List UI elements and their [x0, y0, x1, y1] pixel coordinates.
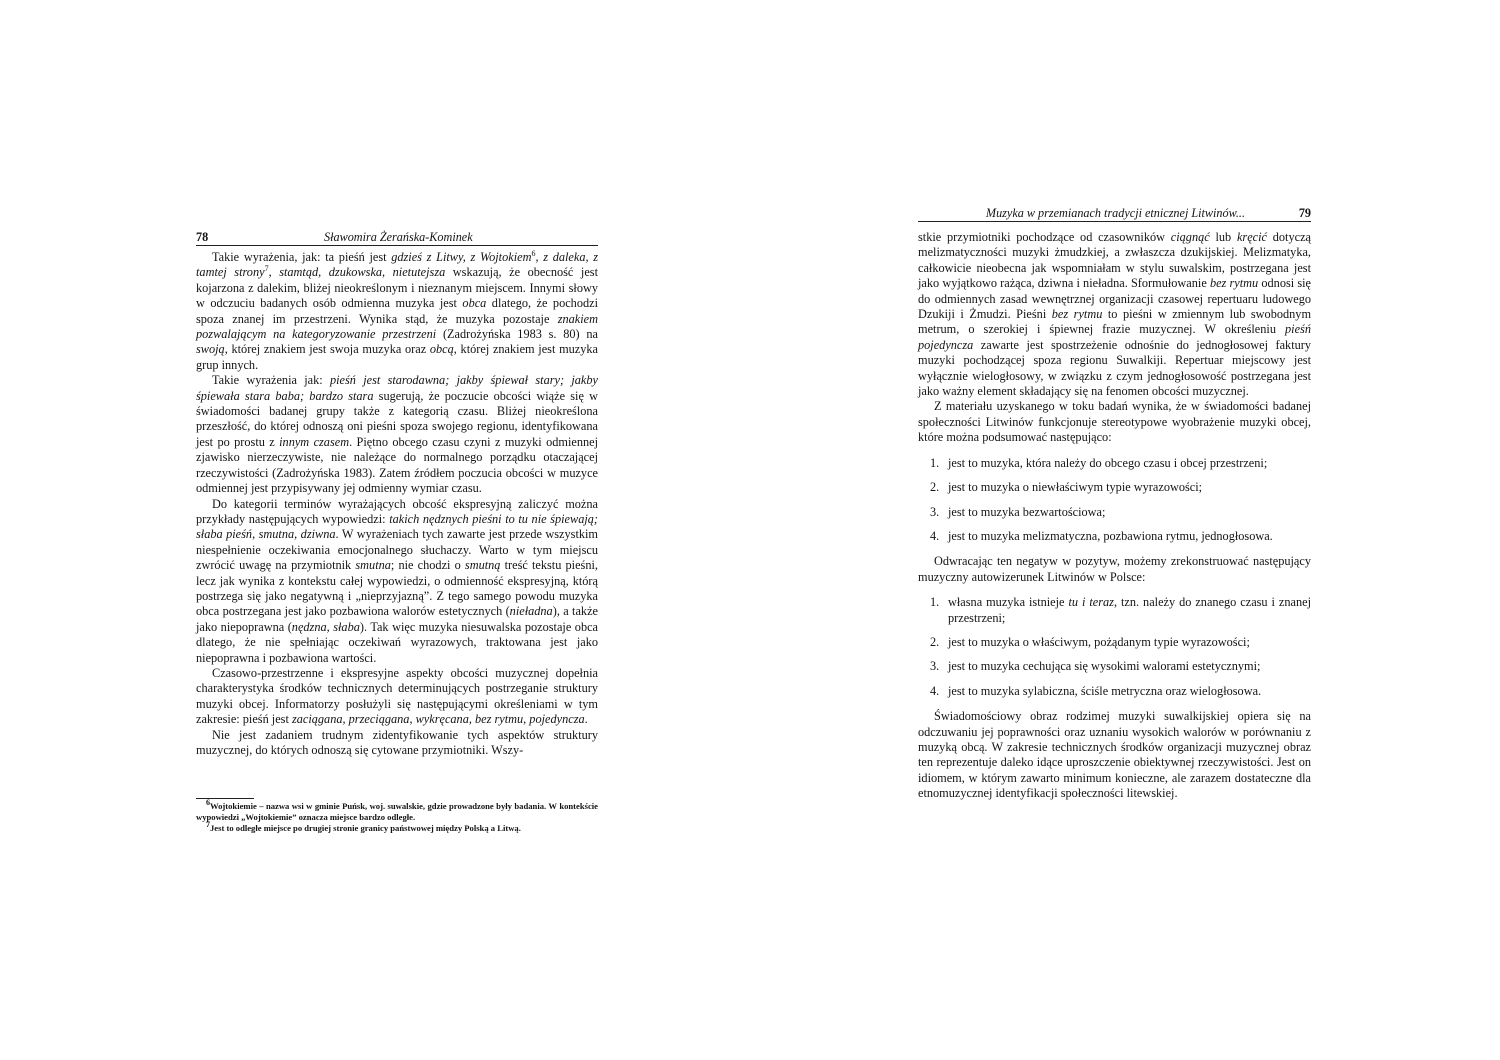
- italic-text: kręcić: [1236, 230, 1267, 244]
- list-item: [918, 529, 1311, 544]
- body-text: [196, 250, 598, 758]
- text-run: ,: [535, 250, 544, 264]
- footnote-rule: [196, 798, 254, 799]
- text-run: jest: [364, 250, 392, 264]
- text-run: ), a także jako niepoprawna (: [196, 604, 598, 634]
- text-run: Wojtokiemie – nazwa wsi w gminie Puńsk, woj. suwalskie, gdzie prowadzone były badania. W kontekście wypowiedzi „Wojtokiemie” oznacza miejsce bardzo odległe.: [196, 801, 598, 822]
- text-run: jest to muzyka bezwartościowa;: [948, 504, 1106, 519]
- running-title: Muzyka w przemianach tradycji etnicznej Litwinów...: [985, 206, 1245, 220]
- text-run: ,: [268, 265, 280, 280]
- text-run: jest to muzyka o właściwym, pożądanym typie wyrazowości;: [948, 634, 1250, 649]
- text-run: jest to muzyka sylabiczna, ściśle metryczna oraz wielogłosowa.: [948, 683, 1262, 698]
- paragraph: [918, 399, 1311, 445]
- italic-text: nędzna, słaba: [291, 619, 360, 634]
- italic-text: smutna: [355, 558, 391, 573]
- paragraph: [196, 728, 598, 759]
- text-run: (Zadrożyńska 1983 s. 80) na: [436, 327, 598, 342]
- paragraph: [196, 497, 598, 666]
- italic-text: pieśń jest starodawna; jakby śpiewał stary; jakby śpiewała stara baba; bardzo stara: [196, 373, 598, 403]
- paragraph: [918, 709, 1311, 801]
- text-run: jest to muzyka cechująca się wysokimi walorami estetycznymi;: [948, 659, 1261, 674]
- footnotes: [196, 798, 598, 834]
- text-run: . Piętno obcego czasu czyni z muzyki odmiennej zjawisko nierzeczywiste, nie należące do normalnego porządku otaczającej rzeczywistości (Zadrożyńska 1983). Zatem źródłem poczucia obcości w muzyce odmiennej jest przypisywany jej odmienny wymiar czasu.: [196, 434, 598, 496]
- footnote-ref: 6: [531, 248, 536, 258]
- italic-text: ciągnąć: [1170, 230, 1210, 244]
- text-run: jest to muzyka melizmatyczna, pozbawiona rytmu, jednogłosowa.: [948, 528, 1273, 543]
- italic-text: pieśń pojedyncza: [918, 322, 1311, 352]
- text-run: jest to muzyka, która należy do obcego czasu i obcej przestrzeni;: [948, 455, 1268, 470]
- text-run: stkie przymiotniki pochodzące od czasowników: [918, 230, 1171, 244]
- numbered-list: [918, 456, 1311, 545]
- footnote-ref: 7: [206, 820, 210, 830]
- paragraph: [918, 554, 1311, 585]
- text-run: odnosi się do odmiennych zasad wewnętrznej organizacji czasowej repertuaru ludowego Dzukiji i Żmudzi. Pieśni: [918, 276, 1312, 322]
- italic-text: gdzieś z Litwy, z Wojtokiem: [391, 250, 532, 264]
- list-number: 3.: [930, 659, 940, 674]
- page-number: 79: [1298, 206, 1311, 220]
- footnote: [196, 798, 598, 823]
- body-text: [918, 230, 1311, 802]
- text-run: lub: [1209, 230, 1237, 244]
- italic-text: obcą: [429, 342, 454, 357]
- footnote: [196, 820, 598, 834]
- footnote-ref: 7: [264, 264, 269, 274]
- running-head: [196, 229, 598, 246]
- text-run: dlatego, że pochodzi spoza znanej im przestrzeni. Wynika stąd, że muzyka pozostaje: [196, 296, 599, 326]
- list-number: 1.: [930, 455, 940, 470]
- text-run: Nie jest zadaniem trudnym zidentyfikowanie tych aspektów struktury muzycznej, do których odnoszą się cytowane przymiotniki. Wszy-: [196, 727, 598, 757]
- text-run: Odwracając ten negatyw w pozytyw, możemy zrekonstruować następujący muzyczny autowizerunek Litwinów w Polsce:: [918, 554, 1311, 584]
- text-run: Takie wyrażenia, jak:: [212, 250, 326, 264]
- running-title: Sławomira Żerańska-Kominek: [324, 230, 473, 244]
- list-item: [918, 684, 1311, 699]
- footnote-list: [196, 798, 598, 834]
- text-run: , której znakiem jest swoja muzyka oraz: [224, 342, 430, 357]
- text-run: własna muzyka istnieje: [948, 595, 1069, 610]
- list-number: 1.: [930, 595, 940, 610]
- paragraph: [196, 666, 598, 728]
- page-number: 78: [196, 230, 209, 244]
- italic-text: obca: [462, 296, 487, 311]
- italic-text: innym czasem: [279, 434, 350, 449]
- text-run: , której znakiem jest muzyka grup innych.: [196, 342, 598, 372]
- italic-text: z daleka, z tamtej strony: [196, 250, 599, 280]
- italic-text: smutną: [464, 558, 501, 573]
- italic-text: tu i teraz: [1068, 595, 1114, 610]
- list-item: [918, 480, 1311, 495]
- text-run: Świadomościowy obraz rodzimej muzyki suwalkijskiej opiera się na odczuwaniu jej poprawności oraz uznaniu wysokich walorów w porównaniu z muzyką obcą. W zakresie technicznych środków organizacji muzycznej obraz ten reprezentuje daleko idące uproszczenie obiektywnej rzeczywistości. Jest on idiomem, w którym zawarto minimum konieczne, ale zarazem dostateczne dla etnomuzycznej identyfikacji społeczności litewskiej.: [918, 709, 1311, 801]
- running-head: [918, 205, 1311, 222]
- text-run: Jest to odległe miejsce po drugiej stronie granicy państwowej między Polską a Litwą.: [210, 823, 521, 833]
- text-run: ). Tak więc muzyka niesuwalska pozostaje obca dlatego, że nie spełniając oczekiwań wyrazowych, traktowana jest jako niepoprawna i pozbawiona wartości.: [196, 619, 599, 665]
- italic-text: takich nędznych pieśni to tu nie śpiewają; słaba pieśń, smutna, dziwna: [196, 511, 599, 542]
- italic-text: stamtąd, dzukowska, nietutejsza: [279, 265, 446, 280]
- list-item: [918, 456, 1311, 471]
- numbered-list: [918, 595, 1311, 699]
- list-number: 4.: [930, 528, 940, 543]
- text-run: sugerują, że poczucie obcości wiąże się w świadomości badanej grupy także z kategorią czasu. Bliżej nieokreślona przeszłość, do której odnoszą oni pieśni spoza swojego regionu, identyfikowana jest po prostu z: [196, 388, 598, 449]
- text-run: . W wyrażeniach tych zawarte jest przede wszystkim niespełnienie oczekiwania emocjonalnego słuchaczy. Warto w tym miejscu zwrócić uwagę na przymiotnik: [196, 527, 598, 573]
- text-run: Do kategorii terminów wyrażających obcość ekspresyjną zaliczyć można przykłady następujących wypowiedzi:: [196, 496, 598, 526]
- text-run: .: [584, 712, 588, 727]
- text-run: , tzn. należy do znanego czasu i znanej przestrzeni;: [948, 595, 1312, 625]
- text-run: jest to muzyka o niewłaściwym typie wyrazowości;: [948, 480, 1203, 495]
- list-number: 2.: [930, 634, 940, 649]
- text-run: Takie wyrażenia jak:: [212, 373, 330, 388]
- italic-text: swoją: [196, 342, 225, 357]
- list-number: 2.: [930, 480, 940, 495]
- list-item: [918, 595, 1311, 626]
- list-number: 4.: [930, 683, 940, 698]
- text-run: to pieśni w zmiennym lub swobodnym metrum, o szerokiej i śpiewnej frazie muzycznej. W określeniu: [918, 307, 1312, 337]
- list-number: 3.: [930, 504, 940, 519]
- paragraph: [196, 250, 598, 373]
- list-item: [918, 635, 1311, 650]
- text-run: dotyczą melizmatyczności muzyki żmudzkiej, a zwłaszcza dzukijskiej. Melizmatyka, całkowicie nieobecna jak wspomniałam w stylu suwalskim, postrzegana jest jako wyjątkowo rażąca, dziwna i nieładna. Sformułowanie: [918, 230, 1311, 291]
- text-run: Z materiału uzyskanego w toku badań wynika, że w świadomości badanej społeczności Litwinów funkcjonuje stereotypowe wyobrażenie muzyki obcej, które można podsumować następująco:: [918, 399, 1311, 445]
- italic-text: bez rytmu: [1209, 276, 1259, 291]
- list-item: [918, 659, 1311, 674]
- footnote-ref: 6: [206, 798, 210, 808]
- italic-text: nieładna: [509, 604, 553, 619]
- italic-text: bez rytmu: [1051, 307, 1103, 322]
- paragraph: [196, 373, 598, 496]
- text-run: ta pieśń: [325, 250, 365, 264]
- text-run: wskazują, że obecność jest kojarzona z dalekim, bliżej nieokreślonym i nieznanym miejscem. Innymi słowy w odczuciu badanych osób odmienna muzyka jest: [196, 265, 599, 311]
- text-run: zawarte jest spostrzeżenie odnośnie do jednogłosowej faktury muzyki pochodzącej spoza regionu Suwalkiji. Repertuar miejscowy jest wyłącznie wielogłosowy, w związku z czym jednogłosowość postrzegana jest jako ważny element składający się na fenomen obcości muzycznej.: [918, 337, 1311, 399]
- paragraph: [918, 230, 1311, 399]
- italic-text: znakiem pozwalającym na kategoryzowanie przestrzeni: [196, 311, 598, 342]
- text-run: ; nie chodzi o: [390, 558, 465, 573]
- list-item: [918, 505, 1311, 520]
- text-run: Czasowo-przestrzenne i ekspresyjne aspekty obcości muzycznej dopełnia charakterystyka środków technicznych determinujących postrzeganie struktury muzyki obcej. Informatorzy posłużyli się następującymi określeniami w tym zakresie: pieśń jest: [196, 665, 598, 727]
- italic-text: zaciągana, przeciągana, wykręcana, bez rytmu, pojedyncza: [291, 712, 585, 727]
- text-run: treść tekstu pieśni, lecz jak wynika z kontekstu całej wypowiedzi, o odmienność ekspresyjną, którą postrzega się jako negatywną i „nieprzyjazną”. Z tego samego powodu muzyka obca postrzegana jest jako pozbawiona walorów estetycznych (: [196, 558, 598, 619]
